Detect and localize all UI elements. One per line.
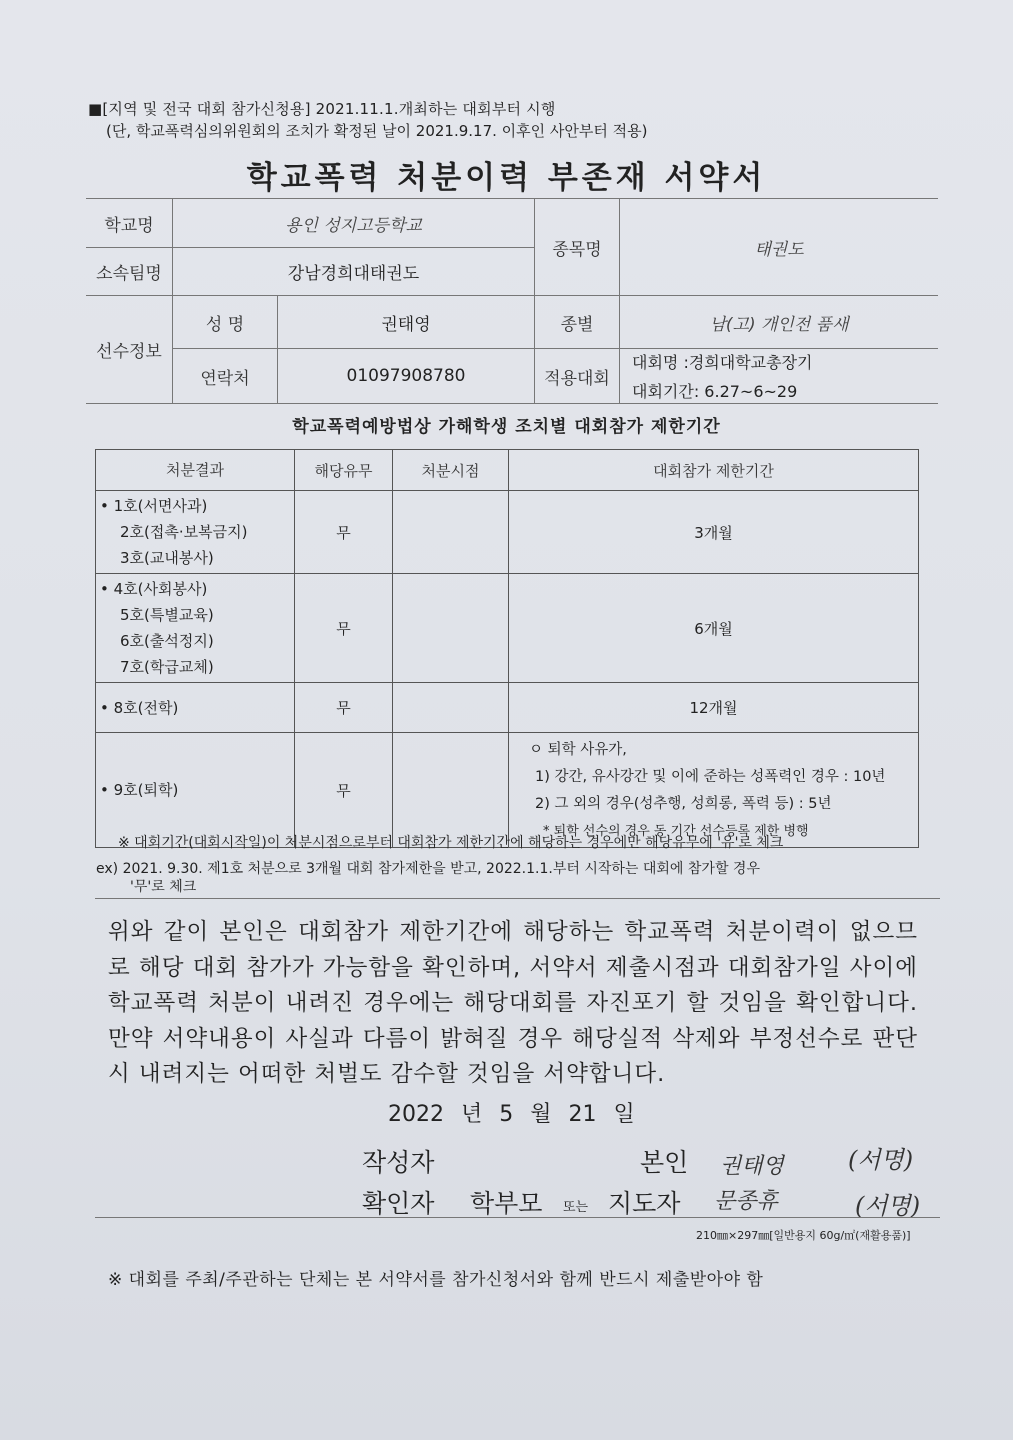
team-label: 소속팀명 [86,248,173,296]
note-line: * 퇴학 선수의 경우 동 기간 선수등록 제한 병행 [543,824,809,839]
table-row [96,574,919,683]
example-note-cont: '무'로 체크 [130,879,197,895]
time-cell [393,491,509,574]
note-line: 2) 그 외의 경우(성추행, 성희롱, 폭력 등) : 5년 [535,796,832,812]
col-header-limit: 대회참가 제한기간 [509,450,919,491]
note-line: ㅇ 퇴학 사유가, [529,742,627,758]
example-note: ex) 2021. 9.30. 제1호 처분으로 3개월 대회 참가제한을 받고, 2022.1.1.부터 시작하는 대회에 참가할 경우 [96,861,760,877]
expulsion-notes [509,733,919,848]
result-item: 6호(출석정지) [120,632,214,650]
info-table [86,198,938,404]
result-item: 7호(학급교체) [120,658,214,676]
school-label: 학교명 [86,199,173,248]
table-row [96,491,919,574]
name-value: 권태영 [278,296,535,349]
event-value: 태권도 [620,199,939,296]
team-value: 강남경희대태권도 [173,248,535,296]
document-title: 학교폭력 처분이력 부존재 서약서 [246,160,767,196]
header-line-2: (단, 학교폭력심의위원회의 조치가 확정된 날이 2021.9.17. 이후인 사안부터 적용) [106,122,648,140]
time-cell [393,733,509,848]
parent-label: 학부모 [470,1189,543,1218]
applicable-cell: 무 [295,491,393,574]
coach-label: 지도자 [608,1189,681,1218]
confirm-label: 확인자 [362,1189,435,1218]
competition-value [620,349,939,404]
coach-signature-name: 문종휴 [714,1189,778,1214]
result-item: • 9호(퇴학) [100,781,179,799]
divider [95,1217,940,1218]
time-cell [393,574,509,683]
author-label: 작성자 [362,1148,435,1177]
result-item: 5호(특별교육) [120,606,214,624]
category-label: 종별 [535,296,620,349]
contact-value: 01097908780 [278,349,535,404]
col-header-time: 처분시점 [393,450,509,491]
applicable-cell: 무 [295,683,393,733]
limit-cell: 6개월 [509,574,919,683]
result-item: • 8호(전학) [100,698,179,717]
result-item: 3호(교내봉사) [120,549,214,567]
footer-note: ※ 대회를 주최/주관하는 단체는 본 서약서를 참가신청서와 함께 반드시 제출받아야 함 [108,1270,764,1290]
player-label: 선수정보 [86,296,173,404]
col-header-applicable: 해당유무 [295,450,393,491]
result-item: 2호(접촉·보복금지) [120,523,248,541]
limit-cell: 12개월 [509,683,919,733]
result-cell [96,733,295,848]
header-line-1: ■[지역 및 전국 대회 참가신청용] 2021.11.1.개최하는 대회부터 시행 [88,100,556,118]
result-item: • 1호(서면사과) [100,497,208,515]
self-signature-name: 권태영 [720,1154,784,1179]
result-item: • 4호(사회봉사) [100,580,208,598]
note-line: 1) 강간, 유사강간 및 이에 준하는 성폭력인 경우 : 10년 [535,769,886,785]
contact-label: 연락처 [173,349,278,404]
check-note: ※ 대회기간(대회시작일)이 처분시점으로부터 대회참가 제한기간에 해당하는 경우에만 해당유무에 '유'로 체크 [118,835,784,851]
time-cell [393,683,509,733]
or-label: 또는 [563,1200,589,1215]
competition-name: 대회명 :경희대학교총장기 [632,353,813,372]
divider [95,898,940,899]
restriction-table [95,449,919,848]
competition-period: 대회기간: 6.27~6~29 [632,382,798,401]
table-row [96,683,919,733]
result-cell [96,491,295,574]
coach-signature-mark: (서명) [855,1192,921,1220]
pledge-text: 위와 같이 본인은 대회참가 제한기간에 해당하는 학교폭력 처분이력이 없으므로 해당 대회 참가가 가능함을 확인하며, 서약서 제출시점과 대회참가일 사이에 학교폭력 처분이 내려진 경우에는 해당대회를 자진포기 할 것임을 확인합니다. 만약 서약내용이 사실과 다름이 밝혀질 경우 해당실적 삭제와 부정선수로 판단 시 내려지는 어떠한 처벌도 감수할 것임을 서약합니다. [108,919,918,1087]
limit-cell: 3개월 [509,491,919,574]
self-signature-mark: (서명) [848,1146,914,1174]
school-value: 용인 성지고등학교 [173,199,535,248]
competition-label: 적용대회 [535,349,620,404]
pledge-date: 2022 년 5 월 21 일 [388,1102,635,1127]
result-cell [96,574,295,683]
self-label: 본인 [640,1148,689,1177]
section-subtitle: 학교폭력예방법상 가해학생 조치별 대회참가 제한기간 [292,417,721,437]
result-cell [96,683,295,733]
applicable-cell: 무 [295,733,393,848]
table-row [96,733,919,848]
event-label: 종목명 [535,199,620,296]
col-header-result: 처분결과 [96,450,295,491]
category-value: 남(고) 개인전 품새 [620,296,939,349]
applicable-cell: 무 [295,574,393,683]
paper-spec: 210㎜×297㎜[일반용지 60g/㎡(재활용품)] [696,1229,911,1242]
name-label: 성 명 [173,296,278,349]
